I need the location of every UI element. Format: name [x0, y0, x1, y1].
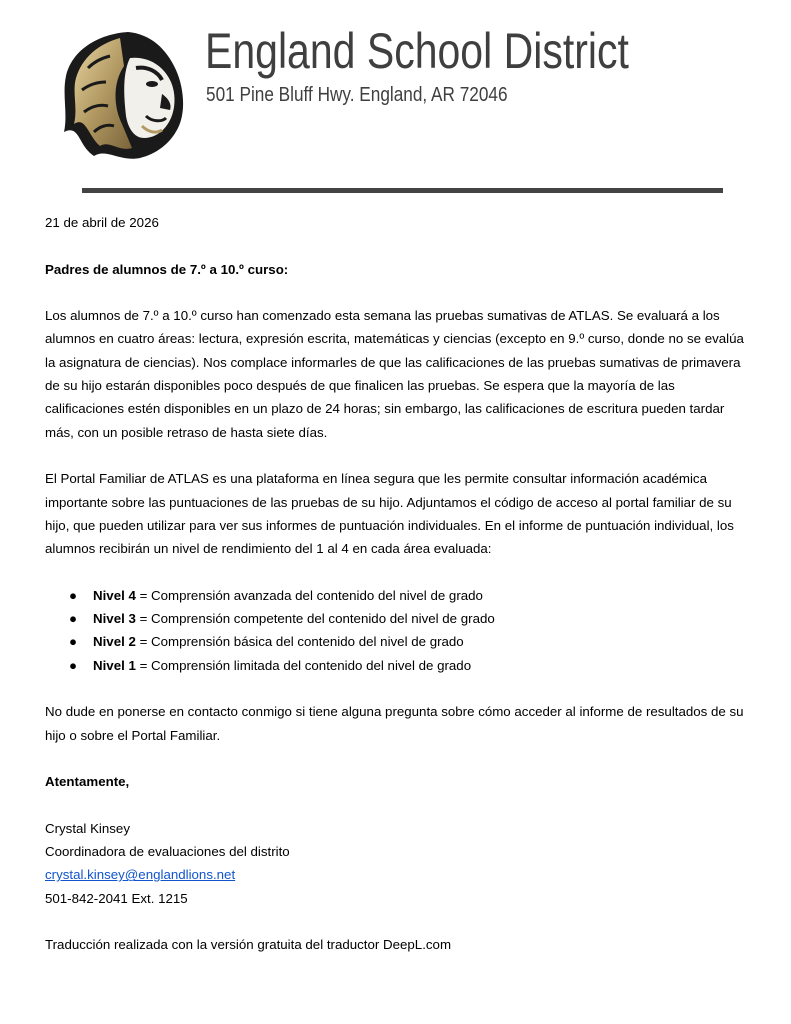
signature-block: [45, 817, 750, 910]
list-item: [45, 584, 750, 607]
signer-name: Crystal Kinsey: [45, 820, 130, 836]
letter-date: 21 de abril de 2026: [45, 215, 159, 230]
bullet-icon: ●: [69, 657, 78, 673]
salutation-text: Padres de alumnos de 7.º a 10.º curso:: [45, 261, 289, 277]
list-item: [45, 607, 750, 630]
letter-body: [45, 211, 750, 957]
translation-note: Traducción realizada con la versión gratuita del traductor DeepL.com: [45, 937, 452, 953]
closing-text: Atentamente,: [45, 774, 130, 790]
level-label: Nivel 4: [93, 587, 136, 603]
level-description: = Comprensión competente del contenido del nivel de grado: [135, 611, 495, 627]
paragraph-family-portal: El Portal Familiar de ATLAS es una plataforma en línea segura que les permite consultar información académica importante sobre las puntuaciones de las pruebas de su hijo. Adjuntamos el código de acceso al portal familiar de su hijo, que pueden utilizar para ver sus informes de puntuación individuales. En el informe de puntuación individual, los alumnos recibirán un nivel de rendimiento del 1 al 4 en cada área evaluada:: [45, 471, 734, 557]
letter-closing: [45, 770, 750, 793]
performance-levels-list: [45, 584, 750, 677]
signer-title: Coordinadora de evaluaciones del distrito: [45, 844, 290, 860]
list-item: [45, 654, 750, 677]
level-description: = Comprensión avanzada del contenido del nivel de grado: [135, 587, 483, 603]
district-address: 501 Pine Bluff Hwy. England, AR 72046: [206, 84, 508, 106]
level-label: Nivel 1: [93, 657, 136, 673]
bullet-icon: ●: [69, 634, 78, 650]
district-name: England School District: [205, 23, 629, 79]
level-label: Nivel 3: [93, 611, 136, 627]
paragraph-testing-info: Los alumnos de 7.º a 10.º curso han comenzado esta semana las pruebas sumativas de ATLAS. Se evaluará a los alumnos en cuatro áreas: lectura, expresión escrita, matemáticas y ciencias (excepto en 9.º curso, donde no se evalúa la asignatura de ciencias). Nos complace informarles de que las calificaciones de las pruebas sumativas de primavera de su hijo estarán disponibles poco después de que finalicen las pruebas. Se espera que la mayoría de las calificaciones estén disponibles en un plazo de 24 horas; sin embargo, las calificaciones de escritura pueden tardar más, con un posible retraso de hasta siete días.: [45, 308, 744, 440]
paragraph-contact: No dude en ponerse en contacto conmigo si tiene alguna pregunta sobre cómo acceder al informe de resultados de su hijo o sobre el Portal Familiar.: [45, 704, 744, 743]
email-link[interactable]: crystal.kinsey@englandlions.net: [45, 867, 236, 883]
header-divider: [82, 188, 723, 193]
letter-salutation: [45, 258, 750, 281]
signer-phone: 501-842-2041 Ext. 1215: [45, 890, 188, 906]
bullet-icon: ●: [69, 587, 78, 603]
level-label: Nivel 2: [93, 634, 136, 650]
lion-head-logo-icon: [58, 28, 186, 162]
bullet-icon: ●: [69, 611, 78, 627]
level-description: = Comprensión limitada del contenido del nivel de grado: [135, 657, 472, 673]
list-item: [45, 630, 750, 653]
level-description: = Comprensión básica del contenido del nivel de grado: [135, 634, 464, 650]
